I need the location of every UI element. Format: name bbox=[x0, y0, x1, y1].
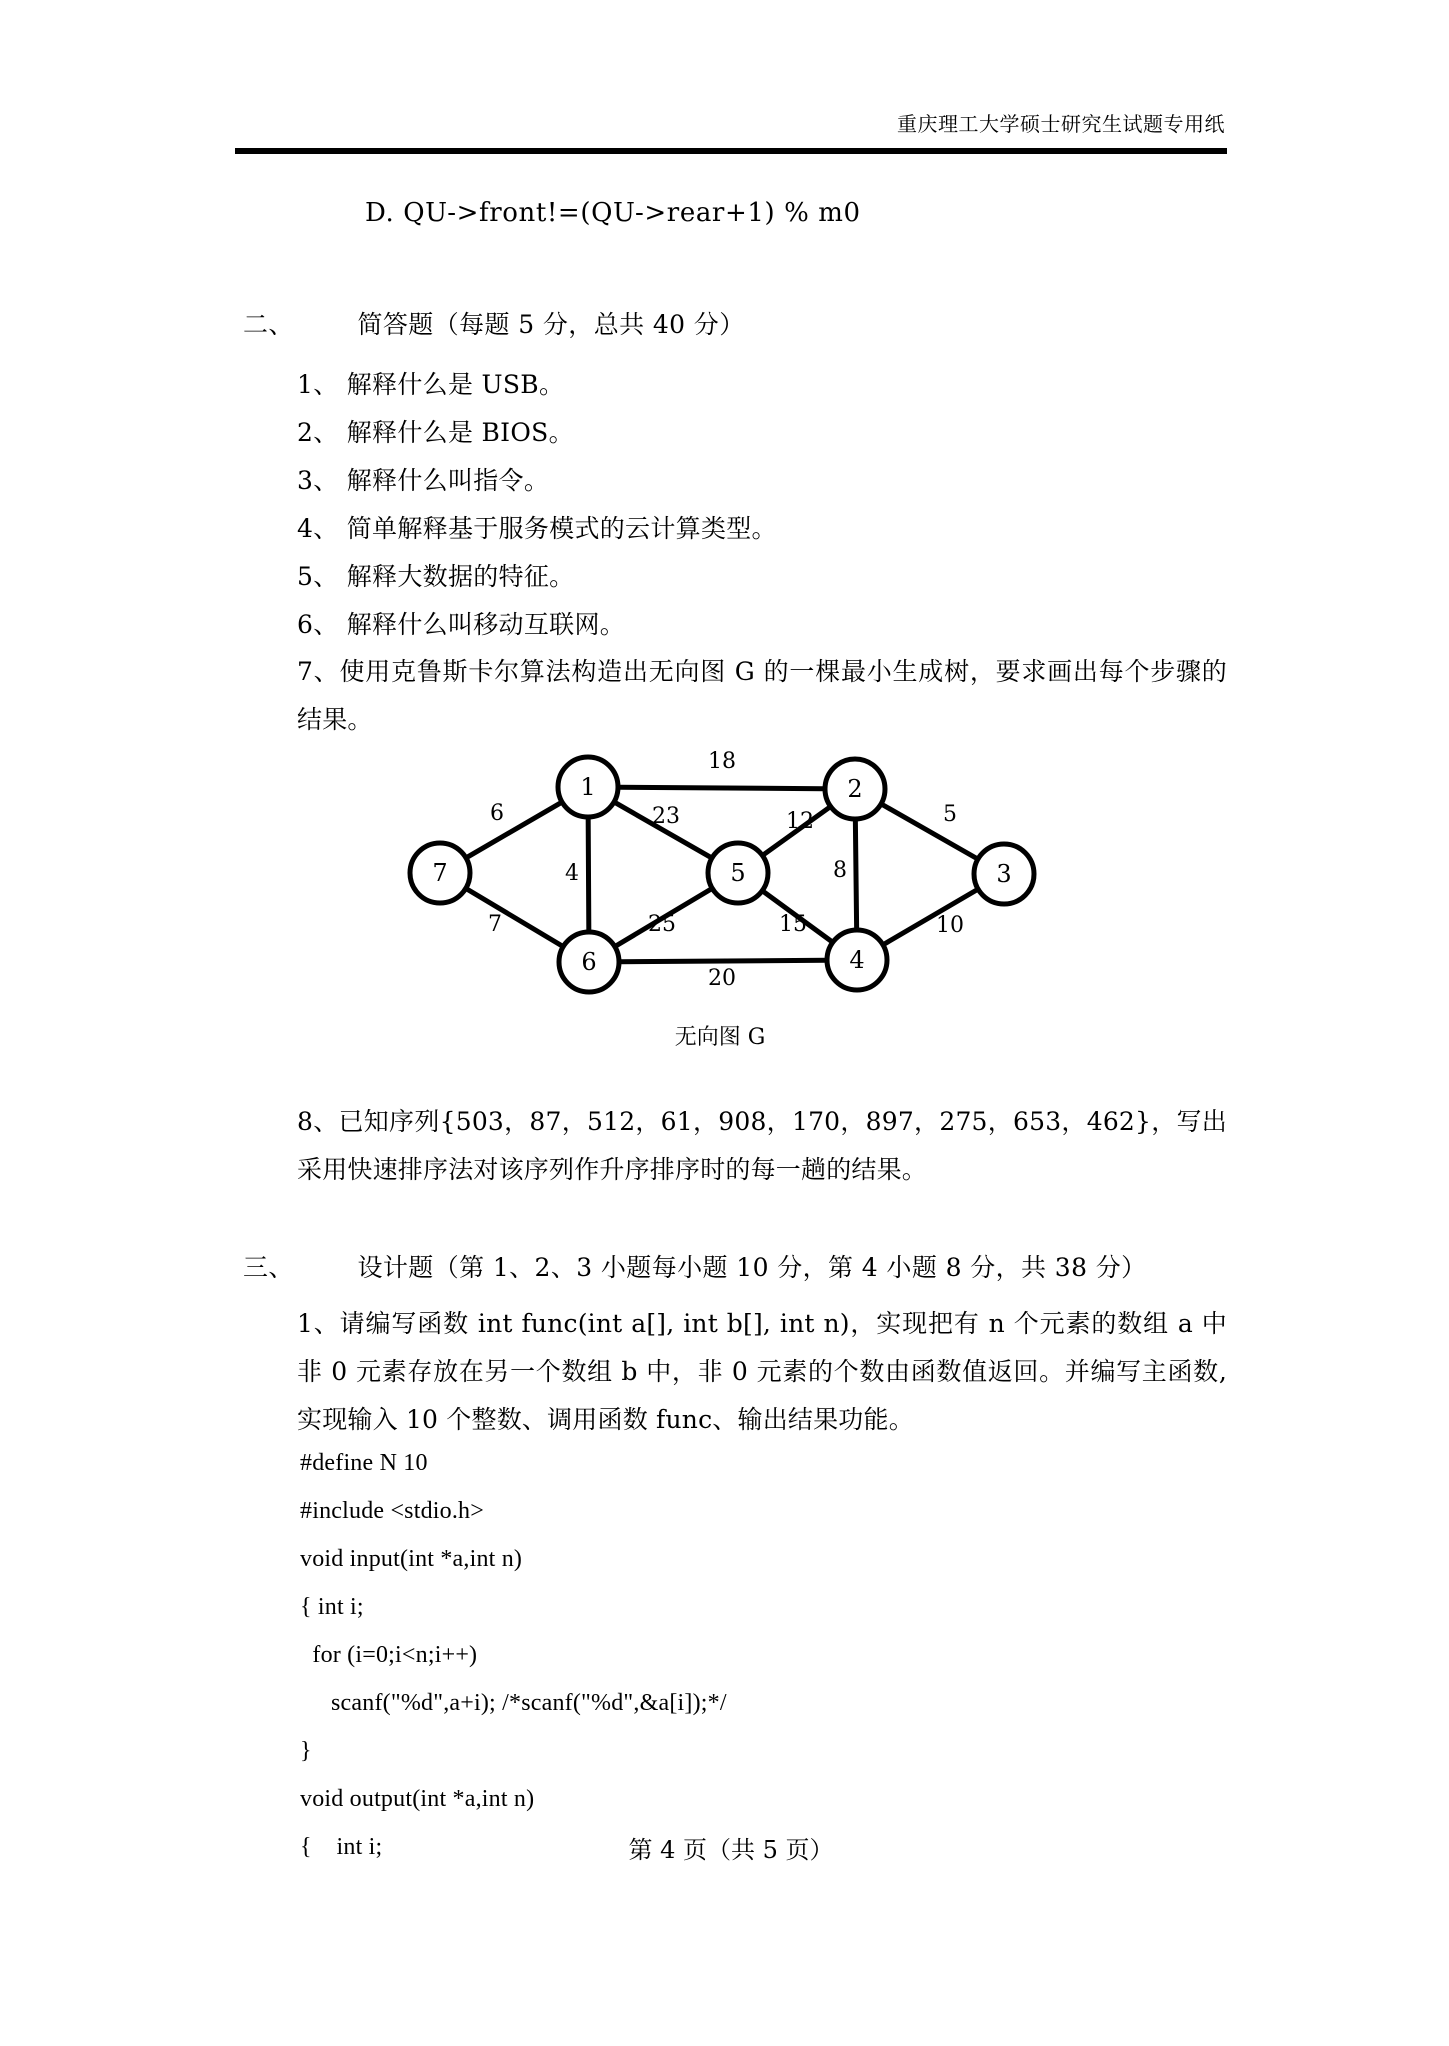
graph-node-6 bbox=[559, 932, 619, 992]
question-2-6: 6、 解释什么叫移动互联网。 bbox=[297, 610, 626, 639]
edge-weight-1-5: 23 bbox=[652, 804, 680, 829]
code-line-4: { int i; bbox=[300, 1594, 364, 1620]
question-2-7: 7、使用克鲁斯卡尔算法构造出无向图 G 的一棵最小生成树，要求画出每个步骤的结果。 bbox=[297, 657, 1227, 734]
undirected-graph-figure bbox=[300, 735, 1140, 1055]
code-line-3: void input(int *a,int n) bbox=[300, 1546, 523, 1572]
graph-edge-2-4 bbox=[855, 819, 856, 930]
edge-weight-2-5: 12 bbox=[786, 809, 814, 834]
question-2-4: 4、 简单解释基于服务模式的云计算类型。 bbox=[297, 514, 777, 543]
edge-weight-1-2: 18 bbox=[708, 749, 736, 774]
code-line-6: scanf("%d",a+i); /*scanf("%d",&a[i]);*/ bbox=[300, 1690, 727, 1716]
graph-node-layer bbox=[410, 757, 1034, 992]
edge-weight-1-7: 6 bbox=[490, 801, 504, 826]
code-line-2: #include <stdio.h> bbox=[300, 1498, 484, 1524]
question-2-5: 5、 解释大数据的特征。 bbox=[297, 562, 575, 591]
graph-svg bbox=[300, 735, 1140, 1015]
choice-option-d: D. QU->front!=(QU->rear+1) % m0 bbox=[365, 198, 861, 228]
node-label-4: 4 bbox=[849, 946, 865, 974]
node-label-7: 7 bbox=[432, 859, 448, 887]
node-label-1: 1 bbox=[580, 773, 596, 801]
section-three-heading: 三、 设计题（第 1、2、3 小题每小题 10 分，第 4 小题 8 分，共 38 分） bbox=[243, 1253, 1147, 1282]
header-divider-rule bbox=[235, 148, 1227, 154]
edge-weight-7-6: 7 bbox=[488, 912, 502, 937]
question-2-3: 3、 解释什么叫指令。 bbox=[297, 466, 550, 495]
edge-weight-5-4: 15 bbox=[779, 912, 807, 937]
edge-weight-2-4: 8 bbox=[833, 858, 847, 883]
edge-weight-2-3: 5 bbox=[943, 802, 957, 827]
code-line-9: { int i; bbox=[300, 1834, 383, 1860]
graph-edge-1-2 bbox=[618, 787, 825, 789]
graph-node-3 bbox=[974, 844, 1034, 904]
page-header-title: 重庆理工大学硕士研究生试题专用纸 bbox=[897, 112, 1225, 136]
node-label-2: 2 bbox=[847, 775, 863, 803]
graph-node-2 bbox=[825, 759, 885, 819]
graph-edge-7-6 bbox=[466, 888, 563, 946]
graph-node-1 bbox=[558, 757, 618, 817]
edge-weight-6-4: 20 bbox=[708, 966, 736, 991]
graph-node-7 bbox=[410, 843, 470, 903]
code-line-7: } bbox=[300, 1738, 312, 1764]
question-2-1: 1、 解释什么是 USB。 bbox=[297, 370, 565, 399]
section-two-heading: 二、 简答题（每题 5 分，总共 40 分） bbox=[243, 310, 745, 339]
graph-edge-6-4 bbox=[619, 960, 827, 962]
design-question-1-text: 1、请编写函数 int func(int a[], int b[], int n)，实现把有 n 个元素的数组 a 中非 0 元素存放在另一个数组 b 中，非 0 元素的个数由函数值返回。并编写主函数,实现输入 10 个整数、调用函数 func、输出结果功能。 bbox=[297, 1309, 1227, 1434]
edge-weight-4-3: 10 bbox=[936, 913, 964, 938]
figure-caption: 无向图 G bbox=[674, 1025, 766, 1050]
code-line-5: for (i=0;i<n;i++) bbox=[300, 1642, 478, 1668]
graph-edge-1-6 bbox=[588, 817, 589, 932]
node-label-3: 3 bbox=[996, 860, 1012, 888]
graph-node-5 bbox=[708, 843, 768, 903]
page-footer: 第 4 页（共 5 页） bbox=[628, 1836, 834, 1864]
graph-node-4 bbox=[827, 930, 887, 990]
question-2-2: 2、 解释什么是 BIOS。 bbox=[297, 418, 574, 447]
graph-edge-2-3 bbox=[881, 804, 978, 859]
question-2-8: 8、已知序列{503，87，512，61，908，170，897，275，653，462}，写出采用快速排序法对该序列作升序排序时的每一趟的结果。 bbox=[297, 1107, 1227, 1184]
edge-weight-1-6: 4 bbox=[565, 861, 579, 886]
code-line-1: #define N 10 bbox=[300, 1450, 428, 1476]
code-line-8: void output(int *a,int n) bbox=[300, 1786, 535, 1812]
edge-weight-6-5: 25 bbox=[648, 912, 676, 937]
node-label-6: 6 bbox=[581, 948, 597, 976]
graph-edge-1-7 bbox=[466, 802, 562, 858]
node-label-5: 5 bbox=[730, 859, 746, 887]
